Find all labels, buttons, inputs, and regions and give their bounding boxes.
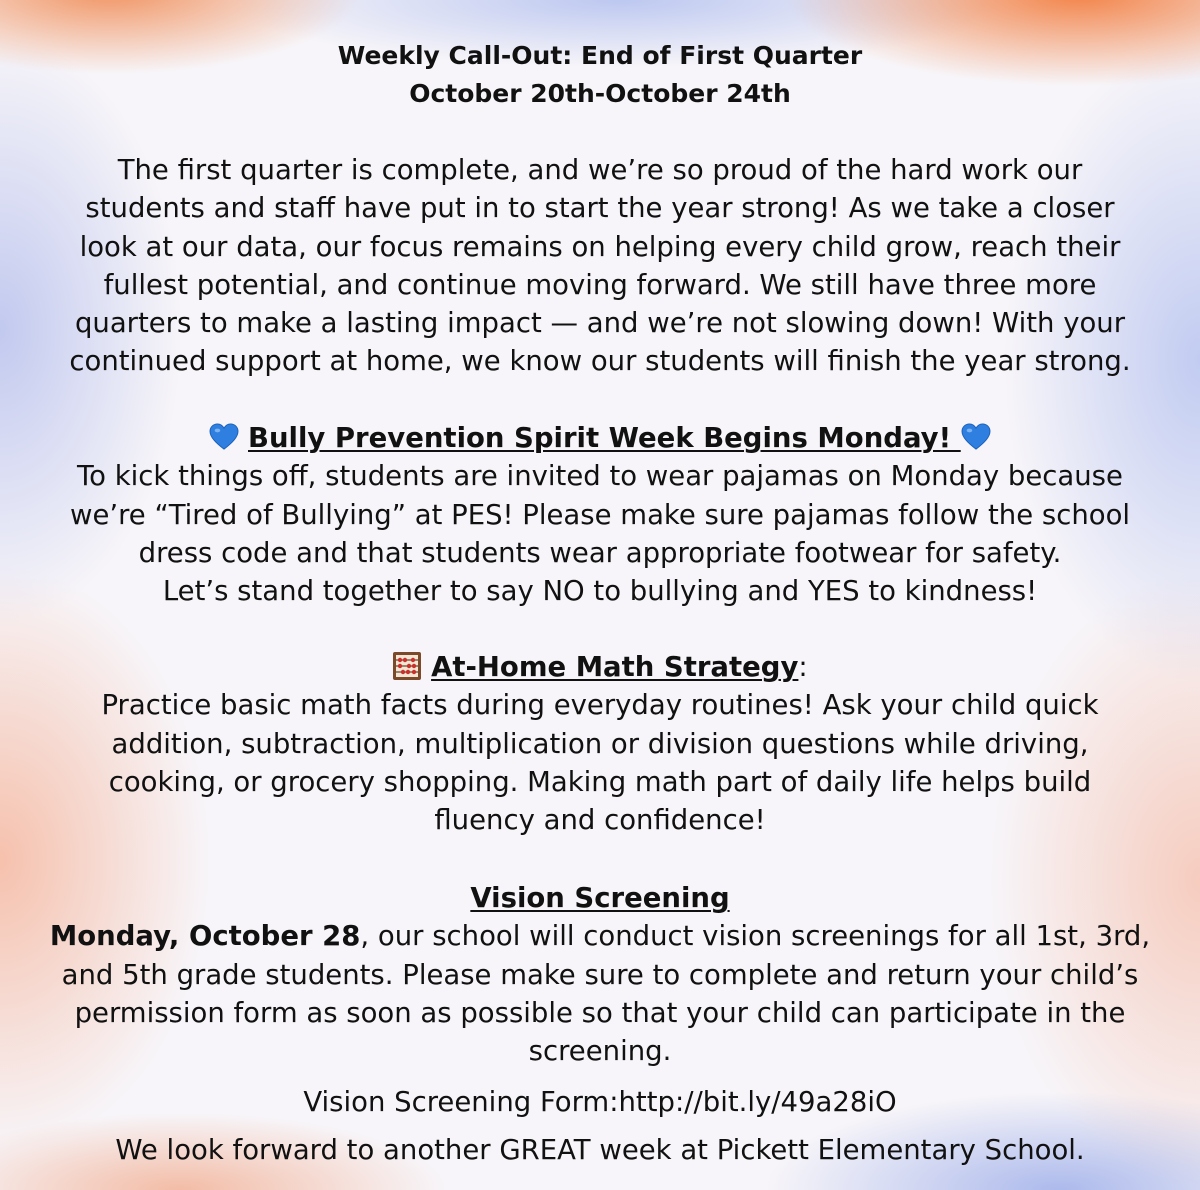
- bully-prevention-section: [0, 419, 1200, 610]
- vision-line: and 5th grade students. Please make sure to complete and return your child’s: [61, 958, 1139, 991]
- math-line: cooking, or grocery shopping. Making math part of daily life helps build: [108, 765, 1092, 798]
- bully-line: dress code and that students wear appropriate footwear for safety.: [138, 536, 1062, 569]
- abacus-icon: [392, 651, 422, 681]
- header-dates: October 20th-October 24th: [409, 79, 791, 108]
- math-strategy-section: [0, 648, 1200, 839]
- bully-prevention-heading: [0, 419, 1200, 457]
- vision-form-line: [0, 1083, 1200, 1121]
- header-title: Weekly Call-Out: End of First Quarter: [337, 41, 863, 70]
- bully-line: Let’s stand together to say NO to bullying and YES to kindness!: [162, 575, 1038, 608]
- vision-form-label: Vision Screening Form:: [303, 1086, 619, 1118]
- math-strategy-heading: [0, 648, 1200, 686]
- blue-heart-icon: [961, 423, 991, 451]
- math-strategy-title: At-Home Math Strategy: [431, 651, 799, 683]
- intro-line: quarters to make a lasting impact — and we’re not slowing down! With your: [74, 307, 1126, 340]
- intro-paragraph: [0, 151, 1200, 381]
- vision-form-link[interactable]: http://bit.ly/49a28iO: [618, 1086, 897, 1118]
- vision-screening-title: Vision Screening: [470, 882, 730, 914]
- intro-line: look at our data, our focus remains on helping every child grow, reach their: [79, 230, 1121, 263]
- intro-line: fullest potential, and continue moving forward. We still have three more: [103, 268, 1097, 301]
- vision-line: [0, 917, 1200, 955]
- vision-line-rest: , our school will conduct vision screenings for all 1st, 3rd,: [360, 920, 1151, 953]
- closing-line: We look forward to another GREAT week at Pickett Elementary School.: [115, 1134, 1085, 1166]
- bully-prevention-title: Bully Prevention Spirit Week Begins Monday!: [248, 422, 961, 454]
- intro-line: students and staff have put in to start the year strong! As we take a closer: [85, 192, 1115, 225]
- intro-line: continued support at home, we know our students will finish the year strong.: [69, 345, 1131, 378]
- bully-line: we’re “Tired of Bullying” at PES! Please make sure pajamas follow the school: [69, 498, 1131, 531]
- vision-line: permission form as soon as possible so that your child can participate in the: [74, 996, 1126, 1029]
- math-line: fluency and confidence!: [434, 804, 766, 837]
- intro-line: The first quarter is complete, and we’re so proud of the hard work our: [117, 154, 1083, 186]
- blue-heart-icon: [209, 423, 239, 451]
- vision-line: screening.: [528, 1035, 672, 1068]
- math-strategy-colon: :: [798, 651, 808, 683]
- vision-screening-heading: [0, 879, 1200, 917]
- vision-screening-section: [0, 879, 1200, 1070]
- math-line: Practice basic math facts during everyday routines! Ask your child quick: [101, 689, 1099, 722]
- math-line: addition, subtraction, multiplication or division questions while driving,: [111, 727, 1089, 760]
- bully-line: To kick things off, students are invited to wear pajamas on Monday because: [77, 460, 1123, 493]
- vision-date: Monday, October 28: [49, 920, 361, 953]
